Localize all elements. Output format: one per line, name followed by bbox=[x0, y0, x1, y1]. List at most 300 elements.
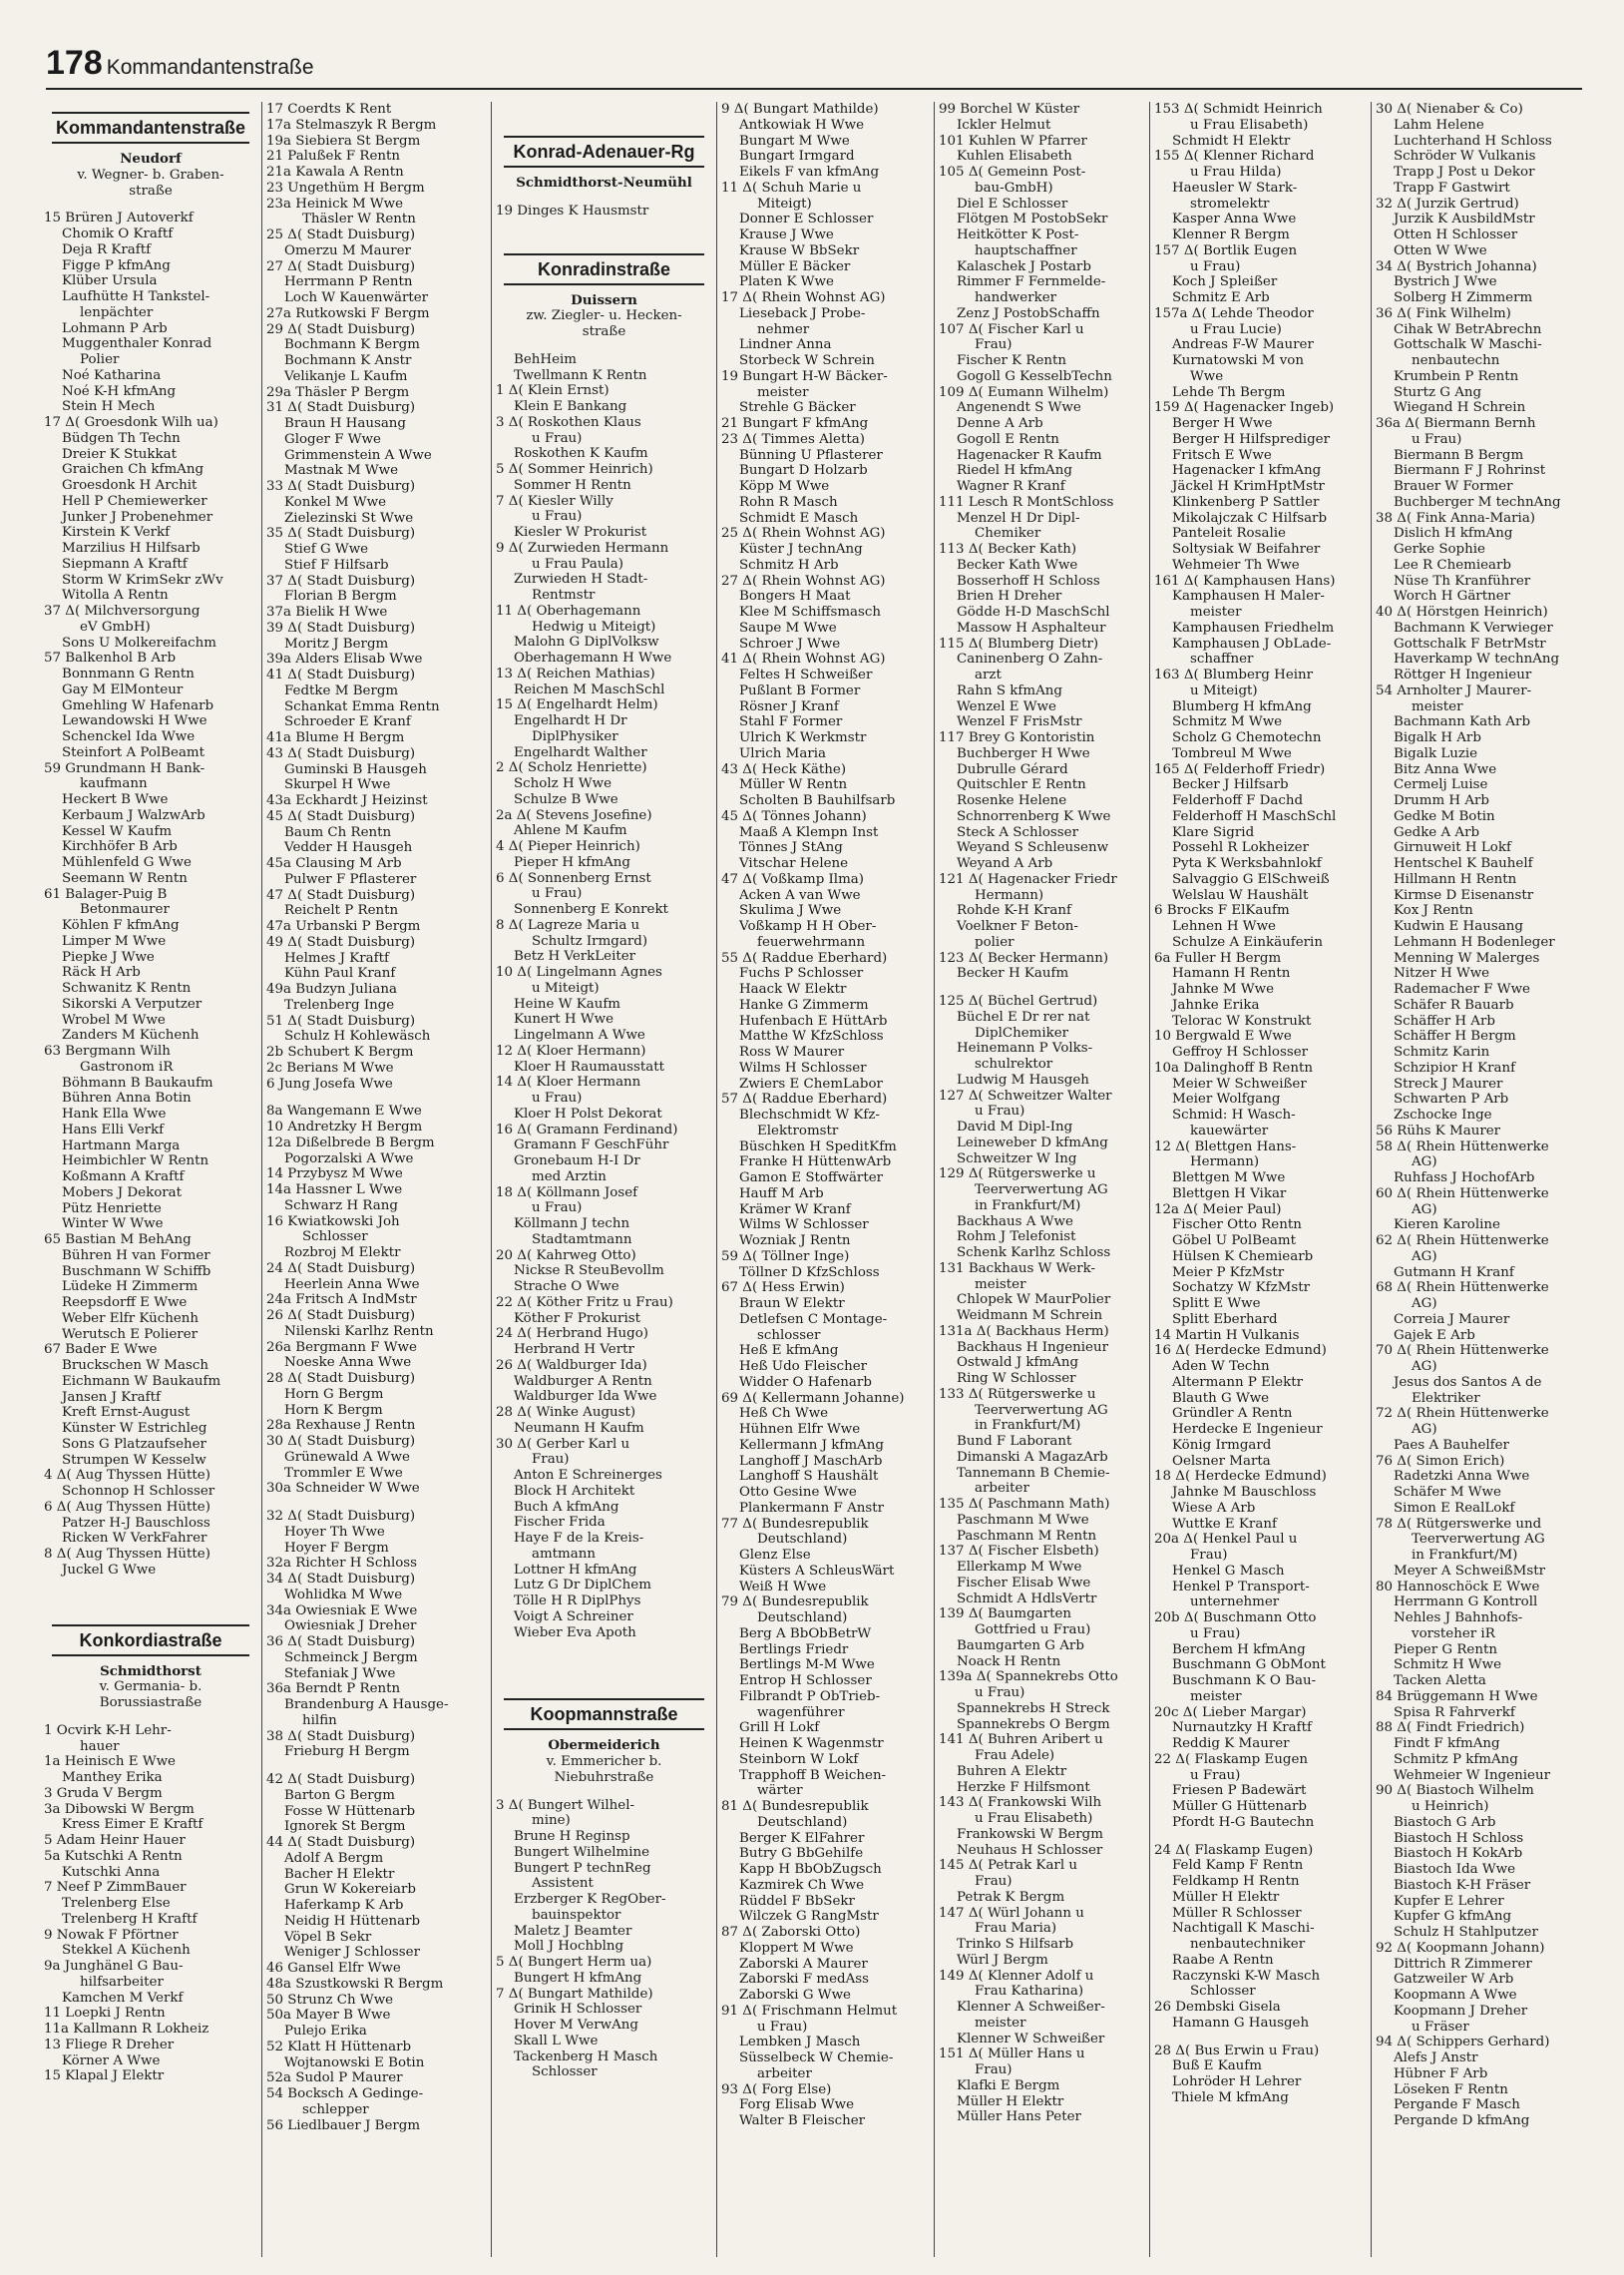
resident-entry: Schmitz M Wwe bbox=[1172, 714, 1283, 730]
resident-entry: Töllner D KfzSchloss bbox=[739, 1264, 880, 1280]
resident-entry: Sturtz G Ang bbox=[1394, 384, 1482, 400]
resident-entry: Brandenburg A Hausge- bbox=[284, 1697, 449, 1712]
house-entry: 153 Δ( Schmidt Heinrich bbox=[1154, 102, 1323, 117]
spacer bbox=[266, 1760, 487, 1772]
entry-continuation: meister bbox=[1190, 1688, 1242, 1704]
resident-entry: Noeske Anna Wwe bbox=[284, 1355, 412, 1371]
resident-entry: Trapp J Post u Dekor bbox=[1394, 165, 1535, 180]
resident-entry: Henkel G Masch bbox=[1172, 1563, 1285, 1579]
resident-entry: Manthey Erika bbox=[62, 1770, 163, 1785]
entry-continuation: Stadtamtmann bbox=[532, 1231, 632, 1247]
resident-entry: Rohn R Masch bbox=[739, 494, 838, 510]
entry-continuation: wagenführer bbox=[757, 1704, 845, 1720]
entry-continuation: Gastronom iR bbox=[80, 1059, 174, 1075]
resident-entry: Müller H Elektr bbox=[1172, 1889, 1280, 1905]
resident-entry: Grinik H Schlosser bbox=[514, 2002, 642, 2018]
house-entry: 165 Δ( Felderhoff Friedr) bbox=[1154, 761, 1326, 777]
resident-entry: Marzilius H Hilfsarb bbox=[62, 541, 201, 556]
resident-entry: Strumpen W Kesselw bbox=[62, 1452, 206, 1468]
house-entry: 2a Δ( Stevens Josefine) bbox=[496, 807, 652, 823]
resident-entry: Wenzel F FrisMstr bbox=[957, 714, 1082, 730]
resident-entry: Becker Kath Wwe bbox=[957, 557, 1078, 573]
resident-entry: Meier Wolfgang bbox=[1172, 1092, 1281, 1108]
entry-continuation: vorsteher iR bbox=[1412, 1625, 1495, 1641]
house-entry: 127 Δ( Schweitzer Walter bbox=[939, 1088, 1112, 1104]
resident-entry: Acken A van Wwe bbox=[739, 887, 861, 903]
resident-entry: Forg Elisab Wwe bbox=[739, 2097, 855, 2113]
resident-entry: Pulwer F Pflasterer bbox=[284, 871, 417, 887]
resident-entry: Figge P kfmAng bbox=[62, 257, 171, 273]
house-entry: 111 Lesch R MontSchloss bbox=[939, 494, 1114, 510]
resident-entry: Biastoch H KokArb bbox=[1394, 1846, 1523, 1862]
resident-entry: Wilms W Schlosser bbox=[739, 1217, 869, 1233]
resident-entry: Nehles J Bahnhofs- bbox=[1394, 1610, 1523, 1625]
resident-entry: Glenz Else bbox=[739, 1548, 811, 1563]
resident-entry: Lembken J Masch bbox=[739, 2035, 861, 2050]
resident-entry: Kazmirek Ch Wwe bbox=[739, 1877, 864, 1893]
resident-entry: Gloger F Wwe bbox=[284, 431, 381, 447]
resident-entry: Biastoch Ida Wwe bbox=[1394, 1862, 1516, 1877]
entry-continuation: kaufmann bbox=[80, 776, 148, 792]
entry-continuation: Frau) bbox=[975, 337, 1013, 353]
resident-entry: Fischer Otto Rentn bbox=[1172, 1217, 1302, 1233]
resident-entry: Heinemann P Volks- bbox=[957, 1041, 1093, 1057]
house-entry: 157a Δ( Lehde Theodor bbox=[1154, 305, 1314, 321]
house-entry: 24a Fritsch A IndMstr bbox=[266, 1292, 417, 1308]
resident-entry: Berger H Wwe bbox=[1172, 416, 1273, 431]
resident-entry: Buchberger H Wwe bbox=[957, 745, 1090, 761]
resident-entry: Geffroy H Schlosser bbox=[1172, 1045, 1309, 1060]
resident-entry: Voelkner F Beton- bbox=[957, 919, 1078, 934]
house-entry: 5 Δ( Bungert Herm ua) bbox=[496, 1955, 652, 1970]
house-entry: 59 Grundmann H Bank- bbox=[44, 760, 205, 776]
resident-entry: Bacher H Elektr bbox=[284, 1866, 395, 1882]
resident-entry: Vedder H Hausgeh bbox=[284, 840, 413, 856]
resident-entry: Köhlen F kfmAng bbox=[62, 918, 180, 933]
resident-entry: Loch W Kauenwärter bbox=[284, 290, 429, 305]
resident-entry: Müller H Elektr bbox=[957, 2093, 1064, 2109]
resident-entry: Siepmann A Kraftf bbox=[62, 556, 188, 572]
street-heading: Koopmannstraße bbox=[504, 1698, 704, 1730]
resident-entry: Otto Gesine Wwe bbox=[739, 1485, 857, 1500]
house-entry: 90 Δ( Biastoch Wilhelm bbox=[1376, 1783, 1534, 1799]
house-entry: 4 Δ( Pieper Heinrich) bbox=[496, 839, 640, 854]
resident-entry: Zurwieden H Stadt- bbox=[514, 572, 648, 588]
resident-entry: Kirchhöfer B Arb bbox=[62, 839, 178, 855]
resident-entry: Solberg H Zimmerm bbox=[1394, 290, 1533, 305]
house-entry: 131a Δ( Backhaus Herm) bbox=[939, 1323, 1109, 1339]
column-3 bbox=[491, 102, 712, 2257]
resident-entry: Braun W Elektr bbox=[739, 1296, 845, 1311]
resident-entry: Quitschler E Rentn bbox=[957, 777, 1086, 793]
resident-entry: Pergande D kfmAng bbox=[1394, 2113, 1530, 2128]
resident-entry: Butry G BbGehilfe bbox=[739, 1846, 864, 1862]
house-entry: 34 Δ( Bystrich Johanna) bbox=[1376, 258, 1537, 274]
resident-entry: Antkowiak H Wwe bbox=[739, 117, 865, 133]
entry-continuation: u Frau) bbox=[1412, 431, 1462, 447]
spacer bbox=[44, 1579, 257, 1591]
resident-entry: Buchberger M technAng bbox=[1394, 494, 1561, 510]
resident-entry: Müller W Rentn bbox=[739, 777, 848, 793]
resident-entry: Gamon E Stoffwärter bbox=[739, 1170, 884, 1185]
house-entry: 24 Δ( Herbrand Hugo) bbox=[496, 1326, 649, 1342]
entry-continuation: Schlosser bbox=[1190, 1984, 1256, 2000]
resident-entry: Horn K Bergm bbox=[284, 1402, 383, 1418]
resident-entry: Stahl F Former bbox=[739, 714, 843, 730]
entry-continuation: hauer bbox=[80, 1738, 120, 1754]
house-entry: 24 Δ( Flaskamp Eugen) bbox=[1154, 1842, 1314, 1858]
resident-entry: Stefaniak J Wwe bbox=[284, 1665, 396, 1681]
resident-entry: Gramann F GeschFühr bbox=[514, 1138, 669, 1153]
resident-entry: Klenner R Bergm bbox=[1172, 228, 1290, 242]
entry-continuation: AG) bbox=[1412, 1248, 1437, 1264]
resident-entry: Bungert Wilhelmine bbox=[514, 1844, 650, 1860]
entry-continuation: u Frau Lucie) bbox=[1190, 321, 1282, 337]
house-entry: 40 Δ( Hörstgen Heinrich) bbox=[1376, 605, 1548, 620]
resident-entry: Altermann P Elektr bbox=[1172, 1374, 1303, 1390]
entry-continuation: Betonmaurer bbox=[80, 902, 170, 918]
resident-entry: Hillmann H Rentn bbox=[1394, 871, 1517, 887]
column-2 bbox=[261, 102, 487, 2257]
resident-entry: Böhmann B Baukaufm bbox=[62, 1075, 213, 1091]
resident-entry: Nilenski Karlhz Rentn bbox=[284, 1323, 434, 1339]
house-entry: 17 Δ( Rhein Wohnst AG) bbox=[721, 290, 886, 305]
column-4 bbox=[716, 102, 930, 2257]
resident-entry: Schmitz H Wwe bbox=[1394, 1657, 1502, 1673]
resident-entry: Kuhlen Elisabeth bbox=[957, 149, 1072, 165]
resident-entry: Gay M ElMonteur bbox=[62, 682, 184, 697]
resident-entry: Mühlenfeld G Wwe bbox=[62, 855, 192, 870]
house-entry: 50 Strunz Ch Wwe bbox=[266, 1992, 394, 2008]
house-entry: 49a Budzyn Juliana bbox=[266, 982, 397, 997]
resident-entry: Neumann H Kaufm bbox=[514, 1420, 644, 1436]
resident-entry: Chlopek W MaurPolier bbox=[957, 1292, 1111, 1308]
resident-entry: Lindner Anna bbox=[739, 337, 832, 353]
spacer bbox=[496, 114, 712, 126]
entry-continuation: Polier bbox=[80, 352, 120, 367]
district-name: Schmidthorst-Neumühl bbox=[516, 175, 692, 191]
resident-entry: Detlefsen C Montage- bbox=[739, 1311, 888, 1327]
house-entry: 123 Δ( Becker Hermann) bbox=[939, 950, 1109, 966]
house-entry: 46 Gansel Elfr Wwe bbox=[266, 1961, 401, 1976]
resident-entry: Patzer H-J Bauschloss bbox=[62, 1515, 210, 1531]
resident-entry: Hagenacker I kfmAng bbox=[1172, 463, 1322, 479]
entry-continuation: Assistent bbox=[532, 1876, 594, 1892]
resident-entry: Süsselbeck W Chemie- bbox=[739, 2050, 894, 2065]
resident-entry: Baum Ch Rentn bbox=[284, 824, 392, 840]
resident-entry: Storbeck W Schrein bbox=[739, 353, 875, 368]
resident-entry: Eichmann W Baukaufm bbox=[62, 1373, 221, 1389]
house-entry: 25 Δ( Rhein Wohnst AG) bbox=[721, 526, 886, 542]
resident-entry: Bertlings Friedr bbox=[739, 1641, 849, 1657]
resident-entry: Filbrandt P ObTrieb- bbox=[739, 1688, 881, 1704]
resident-entry: Kirstein K Verkf bbox=[62, 525, 171, 541]
resident-entry: Engelhardt H Dr bbox=[514, 713, 627, 728]
entry-continuation: Gottfried u Frau) bbox=[975, 1622, 1091, 1637]
resident-entry: Stekkel A Küchenh bbox=[62, 1943, 191, 1959]
resident-entry: Ahlene M Kaufm bbox=[514, 823, 627, 839]
house-entry: 8 Δ( Lagreze Maria u bbox=[496, 917, 640, 933]
house-entry: 77 Δ( Bundesrepublik bbox=[721, 1516, 869, 1532]
resident-entry: Kupfer E Lehrer bbox=[1394, 1893, 1504, 1909]
resident-entry: Moll J Hochblng bbox=[514, 1939, 624, 1955]
resident-entry: Reichen M MaschSchl bbox=[514, 682, 665, 697]
resident-entry: Weiß H Wwe bbox=[739, 1579, 827, 1594]
resident-entry: Sochatzy W KfzMstr bbox=[1172, 1280, 1310, 1296]
resident-entry: Oberhagemann H Wwe bbox=[514, 651, 672, 666]
house-entry: 99 Borchel W Küster bbox=[939, 102, 1080, 117]
house-entry: 67 Δ( Hess Erwin) bbox=[721, 1280, 845, 1296]
resident-entry: Lehmann H Bodenleger bbox=[1394, 934, 1555, 950]
entry-continuation: u Frau) bbox=[532, 509, 583, 525]
house-entry: 94 Δ( Schippers Gerhard) bbox=[1376, 2035, 1550, 2050]
resident-entry: Feltes H Schweißer bbox=[739, 668, 873, 682]
resident-entry: Lingelmann A Wwe bbox=[514, 1028, 645, 1043]
resident-entry: Girnuweit H Lokf bbox=[1394, 840, 1511, 856]
house-entry: 109 Δ( Eumann Wilhelm) bbox=[939, 384, 1109, 400]
house-entry: 69 Δ( Kellermann Johanne) bbox=[721, 1390, 905, 1406]
resident-entry: Kapp H BbObZugsch bbox=[739, 1862, 882, 1877]
house-entry: 26a Bergmann F Wwe bbox=[266, 1339, 417, 1355]
street-range: Niebuhrstraße bbox=[554, 1769, 654, 1785]
house-entry: 30a Schneider W Wwe bbox=[266, 1481, 420, 1497]
resident-entry: Diel E Schlosser bbox=[957, 196, 1068, 212]
resident-entry: Meier P KfzMstr bbox=[1172, 1264, 1285, 1280]
spacer bbox=[496, 1786, 712, 1798]
resident-entry: Weyand A Arb bbox=[957, 856, 1053, 871]
entry-continuation: u Frau) bbox=[532, 1091, 583, 1106]
resident-entry: Zwiers E ChemLabor bbox=[739, 1076, 883, 1092]
resident-entry: Andreas F-W Maurer bbox=[1172, 337, 1314, 353]
resident-entry: Fritsch E Wwe bbox=[1172, 447, 1272, 463]
resident-entry: Gronebaum H-I Dr bbox=[514, 1153, 640, 1168]
resident-entry: Skall L Wwe bbox=[514, 2033, 599, 2048]
resident-entry: Weidmann M Schrein bbox=[957, 1308, 1103, 1323]
resident-entry: Gajek E Arb bbox=[1394, 1327, 1475, 1343]
resident-entry: Thiele M kfmAng bbox=[1172, 2089, 1289, 2105]
resident-entry: Koopmann J Dreher bbox=[1394, 2003, 1528, 2019]
street-range: v. Emmericher b. bbox=[546, 1754, 662, 1769]
resident-entry: Rüddel F BbSekr bbox=[739, 1893, 855, 1909]
resident-entry: Grill H Lokf bbox=[739, 1720, 820, 1736]
entry-continuation: schlepper bbox=[302, 2101, 369, 2117]
house-entry: 54 Bocksch A Gedinge- bbox=[266, 2086, 424, 2101]
resident-entry: Trelenberg H Kraftf bbox=[62, 1911, 198, 1927]
resident-entry: Ring W Schlosser bbox=[957, 1371, 1076, 1386]
house-entry: 1a Heinisch E Wwe bbox=[44, 1754, 176, 1770]
resident-entry: Klenner W Schweißer bbox=[957, 2031, 1105, 2047]
house-entry: 10 Bergwald E Wwe bbox=[1154, 1029, 1292, 1045]
house-entry: 21a Kawala A Rentn bbox=[266, 165, 404, 180]
resident-entry: Bungert H kfmAng bbox=[514, 1970, 642, 1986]
resident-entry: Dreier K Stukkat bbox=[62, 446, 177, 462]
resident-entry: Zaborski F medAss bbox=[739, 1972, 870, 1988]
resident-entry: Backhaus H Ingenieur bbox=[957, 1339, 1108, 1355]
house-entry: 2b Schubert K Bergm bbox=[266, 1045, 414, 1060]
house-entry: 7 Δ( Bungart Mathilde) bbox=[496, 1986, 653, 2002]
resident-entry: Wehmeier Th Wwe bbox=[1172, 557, 1300, 573]
resident-entry: Bigalk Luzie bbox=[1394, 745, 1478, 761]
resident-entry: Noé Katharina bbox=[62, 367, 162, 383]
house-entry: 47a Urbanski P Bergm bbox=[266, 919, 421, 934]
resident-entry: Bund F Laborant bbox=[957, 1434, 1072, 1449]
house-entry: 67 Bader E Wwe bbox=[44, 1342, 158, 1358]
resident-entry: Trelenberg Inge bbox=[284, 997, 395, 1013]
house-entry: 5a Kutschki A Rentn bbox=[44, 1848, 183, 1864]
street-range: straße bbox=[582, 324, 626, 339]
resident-entry: Soltysiak W Beifahrer bbox=[1172, 542, 1321, 557]
entry-continuation: meister bbox=[757, 384, 809, 400]
resident-entry: Weyand S Schleusenw bbox=[957, 840, 1109, 856]
entry-continuation: u Frau Elisabeth) bbox=[1190, 117, 1309, 133]
entry-continuation: u Frau) bbox=[532, 886, 583, 902]
resident-entry: Bungart M Wwe bbox=[739, 133, 850, 149]
resident-entry: Kellermann J kfmAng bbox=[739, 1437, 884, 1453]
house-entry: 19a Siebiera St Bergm bbox=[266, 133, 421, 149]
house-entry: 5 Adam Heinr Hauer bbox=[44, 1833, 186, 1848]
house-entry: 18 Δ( Köllmann Josef bbox=[496, 1184, 638, 1200]
resident-entry: Hover M VerwAng bbox=[514, 2018, 638, 2033]
resident-entry: Haferkamp K Arb bbox=[284, 1898, 404, 1913]
resident-entry: Mikolajczak C Hilfsarb bbox=[1172, 510, 1328, 526]
street-range: Borussiastraße bbox=[99, 1695, 203, 1710]
house-entry: 159 Δ( Hagenacker Ingeb) bbox=[1154, 400, 1335, 416]
house-entry: 22 Δ( Flaskamp Eugen bbox=[1154, 1751, 1309, 1767]
resident-entry: Witolla A Rentn bbox=[62, 588, 169, 604]
resident-entry: Herrmann G Kontroll bbox=[1394, 1594, 1538, 1610]
resident-entry: Biastoch H Schloss bbox=[1394, 1830, 1524, 1846]
house-entry: 145 Δ( Petrak Karl u bbox=[939, 1858, 1077, 1874]
house-entry: 37a Bielik H Wwe bbox=[266, 605, 388, 620]
resident-entry: Lutz G Dr DiplChem bbox=[514, 1578, 651, 1593]
resident-entry: Hell P Chemiewerker bbox=[62, 493, 207, 509]
resident-entry: Müller R Schlosser bbox=[1172, 1905, 1302, 1921]
entry-continuation: Frau Adele) bbox=[975, 1748, 1055, 1763]
resident-entry: Krause J Wwe bbox=[739, 228, 834, 242]
resident-entry: Kamphausen J ObLade- bbox=[1172, 636, 1332, 652]
resident-entry: Schnorrenberg K Wwe bbox=[957, 808, 1111, 824]
resident-entry: Löseken F Rentn bbox=[1394, 2081, 1508, 2097]
house-entry: 57 Balkenhol B Arb bbox=[44, 651, 177, 667]
resident-entry: Schzipior H Kranf bbox=[1394, 1060, 1516, 1076]
house-entry: 8 Δ( Aug Thyssen Hütte) bbox=[44, 1547, 210, 1562]
resident-entry: Weniger J Schlosser bbox=[284, 1945, 420, 1961]
resident-entry: Skurpel H Wwe bbox=[284, 777, 391, 793]
resident-entry: Graichen Ch kfmAng bbox=[62, 462, 204, 478]
house-entry: 3 Δ( Bungert Wilhel- bbox=[496, 1797, 634, 1813]
house-entry: 21 Palußek F Rentn bbox=[266, 149, 401, 165]
entry-continuation: arzt bbox=[975, 668, 1002, 682]
resident-entry: Hübner F Arb bbox=[1394, 2065, 1488, 2081]
house-entry: 58 Δ( Rhein Hüttenwerke bbox=[1376, 1138, 1549, 1154]
resident-entry: Zielezinski St Wwe bbox=[284, 510, 414, 526]
house-entry: 15 Klapal J Elektr bbox=[44, 2068, 165, 2084]
resident-entry: Heinen K Wagenmstr bbox=[739, 1736, 884, 1751]
resident-entry: Wilms H Schlosser bbox=[739, 1060, 867, 1076]
entry-continuation: Teerverwertung AG bbox=[1412, 1532, 1545, 1548]
resident-entry: Ostwald J kfmAng bbox=[957, 1355, 1079, 1371]
resident-entry: Junker J Probenehmer bbox=[62, 509, 213, 525]
resident-entry: Fedtke M Bergm bbox=[284, 682, 399, 698]
house-entry: 41 Δ( Rhein Wohnst AG) bbox=[721, 652, 886, 668]
entry-continuation: Teerverwertung AG bbox=[975, 1182, 1108, 1197]
house-entry: 157 Δ( Bortlik Eugen bbox=[1154, 242, 1298, 258]
resident-entry: Heß Ch Wwe bbox=[739, 1406, 829, 1422]
resident-entry: Pogorzalski A Wwe bbox=[284, 1150, 414, 1166]
house-entry: 14 Przybysz M Wwe bbox=[266, 1166, 403, 1182]
house-entry: 55 Δ( Raddue Eberhard) bbox=[721, 950, 888, 966]
house-entry: 38 Δ( Stadt Duisburg) bbox=[266, 1728, 416, 1744]
house-entry: 20a Δ( Henkel Paul u bbox=[1154, 1532, 1298, 1548]
resident-entry: Klee M Schiffsmasch bbox=[739, 605, 882, 620]
resident-entry: Krumbein P Rentn bbox=[1394, 368, 1519, 384]
house-entry: 9 Nowak F Pförtner bbox=[44, 1927, 179, 1943]
entry-continuation: AG) bbox=[1412, 1359, 1437, 1374]
house-entry: 43a Eckhardt J Heizinst bbox=[266, 793, 428, 808]
resident-entry: Flötgen M PostobSekr bbox=[957, 212, 1108, 228]
house-entry: 32 Δ( Stadt Duisburg) bbox=[266, 1509, 416, 1524]
resident-entry: Aden W Techn bbox=[1172, 1359, 1270, 1374]
entry-continuation: in Frankfurt/M) bbox=[975, 1418, 1081, 1434]
resident-entry: Eikels F van kfmAng bbox=[739, 165, 880, 180]
resident-entry: Roskothen K Kaufm bbox=[514, 446, 648, 462]
house-entry: 17 Coerdts K Rent bbox=[266, 102, 392, 117]
resident-entry: Drumm H Arb bbox=[1394, 793, 1489, 808]
resident-entry: Langhoff S Haushält bbox=[739, 1469, 879, 1485]
resident-entry: Koßmann A Kraftf bbox=[62, 1169, 185, 1184]
house-entry: 9 Δ( Bungart Mathilde) bbox=[721, 102, 879, 117]
resident-entry: Kieren Karoline bbox=[1394, 1217, 1500, 1233]
house-entry: 19 Bungart H-W Bäcker- bbox=[721, 368, 888, 384]
resident-entry: Heerlein Anna Wwe bbox=[284, 1276, 420, 1292]
resident-entry: Schmitz E Arb bbox=[1172, 290, 1270, 305]
resident-entry: Schmeinck J Bergm bbox=[284, 1649, 418, 1665]
resident-entry: Kudwin E Hausang bbox=[1394, 919, 1523, 934]
resident-entry: Maaß A Klempn Inst bbox=[739, 824, 879, 840]
resident-entry: Schulz H Kohlewäsch bbox=[284, 1029, 431, 1045]
house-entry: 135 Δ( Paschmann Math) bbox=[939, 1497, 1110, 1512]
resident-entry: Tölle H R DiplPhys bbox=[514, 1593, 641, 1608]
resident-entry: Schäffer H Bergm bbox=[1394, 1029, 1516, 1045]
street-range: zw. Ziegler- u. Hecken- bbox=[526, 308, 682, 324]
resident-entry: Gerke Sophie bbox=[1394, 542, 1485, 557]
resident-entry: Simon E RealLokf bbox=[1394, 1500, 1515, 1516]
house-entry: 54 Arnholter J Maurer- bbox=[1376, 682, 1532, 698]
resident-entry: Bystrich J Wwe bbox=[1394, 274, 1497, 290]
resident-entry: Grünewald A Wwe bbox=[284, 1449, 410, 1465]
resident-entry: Strache O Wwe bbox=[514, 1279, 619, 1294]
resident-entry: Schäffer H Arb bbox=[1394, 1013, 1495, 1029]
house-entry: 68 Δ( Rhein Hüttenwerke bbox=[1376, 1280, 1549, 1296]
resident-entry: Matthe W KfzSchloss bbox=[739, 1029, 884, 1045]
house-entry: 117 Brey G Kontoristin bbox=[939, 730, 1095, 745]
house-entry: 9 Δ( Zurwieden Hermann bbox=[496, 540, 669, 556]
resident-entry: Bachmann K Verwieger bbox=[1394, 620, 1553, 636]
resident-entry: Possehl R Lokheizer bbox=[1172, 840, 1309, 856]
resident-entry: Klare Sigrid bbox=[1172, 824, 1255, 840]
resident-entry: Kutschki Anna bbox=[62, 1864, 161, 1880]
entry-continuation: nenbautechn bbox=[1412, 353, 1500, 368]
resident-entry: Hanke G Zimmerm bbox=[739, 997, 869, 1013]
house-entry: 36 Δ( Stadt Duisburg) bbox=[266, 1634, 416, 1649]
column-1 bbox=[40, 102, 257, 2257]
resident-entry: Wagner R Kranf bbox=[957, 479, 1065, 494]
resident-entry: Steinborn W Lokf bbox=[739, 1751, 859, 1767]
resident-entry: Findt F kfmAng bbox=[1394, 1736, 1500, 1751]
resident-entry: Twellmann K Rentn bbox=[514, 367, 647, 383]
entry-continuation: Schlosser bbox=[302, 1229, 368, 1245]
resident-entry: Reddig K Maurer bbox=[1172, 1736, 1290, 1751]
